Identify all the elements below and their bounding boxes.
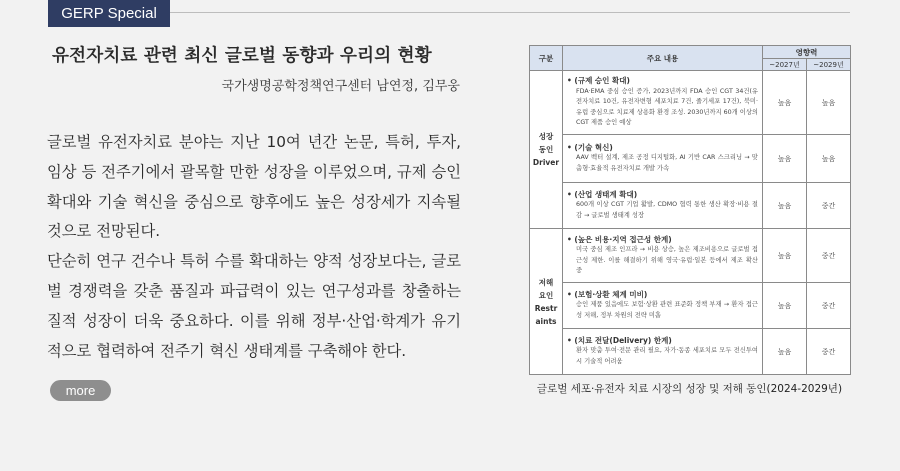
impact-2029: 중간: [807, 229, 851, 283]
impact-2029: 중간: [807, 329, 851, 375]
row-heading: • (기술 혁신): [567, 142, 613, 152]
table-row: [530, 183, 851, 229]
header-category: 구분: [530, 46, 563, 71]
row-heading: • (산업 생태계 확대): [567, 189, 638, 199]
row-description: 승인 제품 있음에도 보험·상환 관련 표준화 정책 부재 → 환자 접근성 저해, 정부 차원의 전략 미흡: [576, 301, 758, 319]
category-drivers: [530, 71, 563, 229]
category-restraints: [530, 229, 563, 375]
header-period-2027: ~2027년: [763, 59, 807, 71]
section-badge: GERP Special: [48, 0, 170, 27]
impact-2027: 높음: [763, 183, 807, 229]
row-content: [563, 229, 763, 283]
impact-2027: 높음: [763, 283, 807, 329]
drivers-restraints-table: [529, 45, 851, 375]
row-description: FDA·EMA 중심 승인 증가, 2023년까지 FDA 승인 CGT 34건(유전자치료 10건, 유전자변형 세포치료 7건, 줄기세포 17건), 북미·유럽 중심으로 치료제 상용화 환경 조성. 2030년까지 60개 이상의 CGT 제품 승인 예상: [576, 87, 758, 127]
figure-table-container: [529, 45, 850, 396]
table-row: [530, 135, 851, 183]
row-content: [563, 283, 763, 329]
row-description: 미국 중심 제조 인프라 → 비용 상승, 높은 제조비용으로 글로벌 접근성 제한. 이를 해결하기 위해 영국·유럽·일본 등에서 제조 확산 중: [576, 246, 758, 274]
summary-paragraph-2: 단순히 연구 건수나 특허 수를 확대하는 양적 성장보다는, 글로벌 경쟁력을 갖춘 품질과 파급력이 있는 연구성과를 창출하는 질적 성장이 더욱 중요하다. 이를 위해 정부·산업·학계가 유기적으로 협력하여 전주기 혁신 생태계를 구축해야 한다.: [47, 252, 461, 360]
table-caption: 글로벌 세포·유전자 치료 시장의 성장 및 저해 동인(2024-2029년): [536, 383, 843, 395]
row-content: [563, 135, 763, 183]
row-heading: • (보험·상환 체계 미비): [567, 289, 648, 299]
table-row: [530, 283, 851, 329]
impact-2029: 높음: [807, 135, 851, 183]
row-heading: • (규제 승인 확대): [567, 76, 630, 86]
row-content: [563, 183, 763, 229]
header-content: 주요 내용: [563, 46, 763, 71]
row-description: 600개 이상 CGT 기업 활발, CDMO 협력 통한 생산 확장·비용 절감 → 글로벌 생태계 성장: [576, 201, 758, 219]
impact-2029: 높음: [807, 71, 851, 135]
row-description: AAV 벡터 설계, 제조 공정 디지털화, AI 기반 CAR 스크리닝 → 맞춤형·효율적 유전자치료 개발 가속: [576, 154, 758, 172]
more-button[interactable]: more: [50, 380, 111, 401]
table-row: [530, 229, 851, 283]
category-label: 저해 요인 Restr aints: [534, 277, 558, 326]
article-summary: [47, 128, 461, 366]
impact-2027: 높음: [763, 229, 807, 283]
row-heading: • (높은 비용·지역 접근성 한계): [567, 234, 672, 244]
article-authors: 국가생명공학정책연구센터 남연정, 김무웅: [221, 79, 460, 94]
impact-2027: 높음: [763, 135, 807, 183]
table-row: [530, 329, 851, 375]
table-row: [530, 71, 851, 135]
row-heading: • (치료 전달(Delivery) 한계): [567, 335, 672, 345]
row-content: [563, 329, 763, 375]
impact-2029: 중간: [807, 183, 851, 229]
impact-2029: 중간: [807, 283, 851, 329]
category-label: 성장 동인 Driver: [532, 132, 560, 167]
summary-paragraph-1: 글로벌 유전자치료 분야는 지난 10여 년간 논문, 특허, 투자, 임상 등 전주기에서 괄목할 만한 성장을 이루었으며, 규제 승인 확대와 기술 혁신을 중심으로 향후에도 높은 성장세가 지속될 것으로 전망된다.: [47, 133, 461, 241]
impact-2027: 높음: [763, 71, 807, 135]
header-period-2029: ~2029년: [807, 59, 851, 71]
row-description: 환자 맞춤 투여·전문 관리 필요, 자가·동종 세포치료 모두 전신투여 시 기술적 어려움: [576, 347, 758, 365]
header-impact: 영향력: [763, 46, 851, 59]
article-title: 유전자치료 관련 최신 글로벌 동향과 우리의 현황: [52, 46, 432, 66]
row-content: [563, 71, 763, 135]
impact-2027: 높음: [763, 329, 807, 375]
